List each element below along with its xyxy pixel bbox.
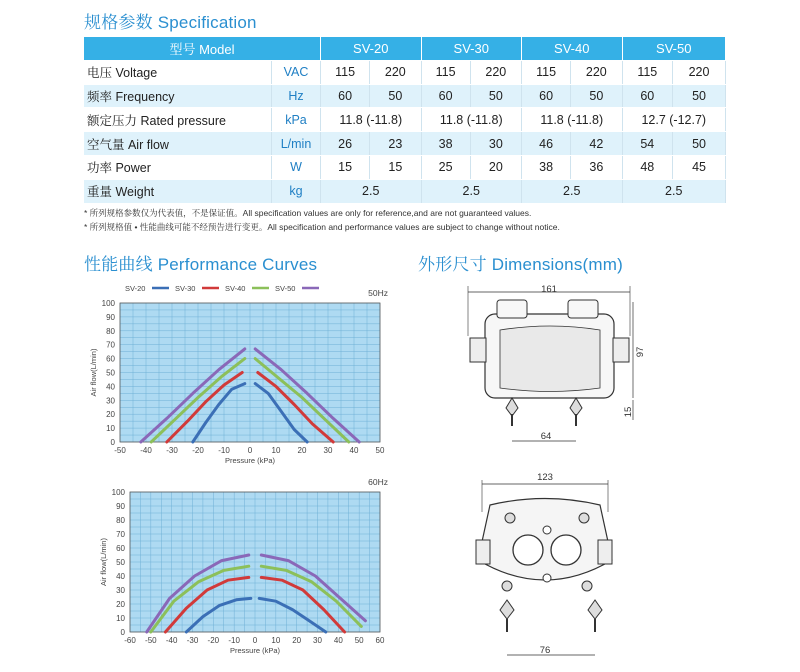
legend-label: SV-40 <box>225 284 246 293</box>
x-axis-label: Pressure (kPa) <box>224 456 276 465</box>
x-tick-label: -10 <box>218 446 230 455</box>
table-cell: 11.8 (-11.8) <box>421 108 522 132</box>
row-label: 额定压力 Rated pressure <box>84 108 272 132</box>
table-cell: 50 <box>673 132 726 156</box>
table-cell: 38 <box>522 155 571 179</box>
mount-bracket <box>598 540 612 564</box>
table-cell: 45 <box>673 155 726 179</box>
chart-hz-label: 60Hz <box>368 477 388 487</box>
model-header: SV-20 <box>321 37 422 60</box>
table-cell: 11.8 (-11.8) <box>522 108 623 132</box>
table-cell: 2.5 <box>522 179 623 203</box>
screw <box>543 574 551 582</box>
table-cell: 11.8 (-11.8) <box>321 108 422 132</box>
dim-side-height: 97 <box>635 346 646 358</box>
x-tick-label: 0 <box>247 446 253 455</box>
y-axis-label: Air flow(L/min) <box>89 348 98 397</box>
row-unit: L/min <box>272 132 321 156</box>
table-cell: 115 <box>522 60 571 84</box>
table-cell: 2.5 <box>421 179 522 203</box>
table-cell: 50 <box>673 84 726 108</box>
top-view-drawing <box>476 480 612 655</box>
screw <box>543 526 551 534</box>
rubber-foot <box>500 600 514 619</box>
bolt <box>505 513 515 523</box>
y-tick-label: 60 <box>106 354 115 364</box>
dim-title: 外形尺寸 Dimensions(mm) <box>418 255 623 274</box>
row-label: 重量 Weight <box>84 179 272 203</box>
y-tick-label: 80 <box>106 326 115 336</box>
y-tick-label: 20 <box>116 600 125 609</box>
table-cell: 115 <box>622 60 673 84</box>
table-cell: 115 <box>421 60 470 84</box>
legend-label: SV-20 <box>125 284 146 293</box>
row-label: 频率 Frequency <box>84 84 272 108</box>
table-cell: 38 <box>421 132 470 156</box>
x-tick-label: -40 <box>140 446 152 455</box>
table-cell: 2.5 <box>321 179 422 203</box>
x-tick-label: 60 <box>375 636 385 645</box>
table-cell: 23 <box>370 132 421 156</box>
table-cell: 25 <box>421 155 470 179</box>
row-unit: kPa <box>272 108 321 132</box>
bolt <box>579 513 589 523</box>
table-cell: 15 <box>370 155 421 179</box>
table-cell: 36 <box>571 155 622 179</box>
model-header: SV-50 <box>622 37 726 60</box>
x-tick-label: 40 <box>349 446 359 455</box>
table-cell: 220 <box>470 60 521 84</box>
table-cell: 46 <box>522 132 571 156</box>
x-axis-label: Pressure (kPa) <box>229 646 281 655</box>
mount-bracket <box>613 338 629 362</box>
x-tick-label: -30 <box>166 446 178 455</box>
bolt <box>582 581 592 591</box>
y-tick-label: 20 <box>106 410 115 420</box>
dim-side-width: 161 <box>541 284 557 295</box>
table-cell: 220 <box>673 60 726 84</box>
y-tick-label: 10 <box>106 424 115 434</box>
row-label: 功率 Power <box>84 155 272 179</box>
y-tick-label: 30 <box>106 396 115 406</box>
model-header: SV-40 <box>522 37 623 60</box>
pump-cover <box>500 326 600 392</box>
y-tick-label: 60 <box>116 544 125 553</box>
table-cell: 54 <box>622 132 673 156</box>
y-tick-label: 0 <box>110 438 115 447</box>
rubber-foot <box>506 398 518 416</box>
table-cell: 115 <box>321 60 370 84</box>
pump-plate <box>478 499 612 581</box>
model-header: SV-30 <box>421 37 522 60</box>
x-tick-label: 50 <box>375 446 385 455</box>
y-tick-label: 70 <box>106 340 115 350</box>
y-tick-label: 100 <box>111 488 125 497</box>
chart-hz-label: 50Hz <box>368 288 388 298</box>
legend-label: SV-30 <box>175 284 196 293</box>
table-cell: 2.5 <box>622 179 726 203</box>
x-tick-label: 30 <box>313 636 322 645</box>
table-cell: 60 <box>321 84 370 108</box>
rubber-foot <box>588 600 602 619</box>
table-cell: 50 <box>470 84 521 108</box>
y-tick-label: 90 <box>116 502 125 511</box>
bolt <box>502 581 512 591</box>
row-label: 空气量 Air flow <box>84 132 272 156</box>
note-2: * 所列规格值 • 性能曲线可能不经预告进行变更。All specification and performance values are subject to change without notice. <box>84 222 560 232</box>
table-cell: 48 <box>622 155 673 179</box>
y-axis-label: Air flow(L/min) <box>99 538 108 586</box>
pump-top-block <box>497 300 527 318</box>
table-cell: 50 <box>370 84 421 108</box>
table-cell: 220 <box>571 60 622 84</box>
table-cell: 42 <box>571 132 622 156</box>
legend-label: SV-50 <box>275 284 296 293</box>
table-cell: 20 <box>470 155 521 179</box>
port-circle <box>513 535 543 565</box>
table-cell: 220 <box>370 60 421 84</box>
y-tick-label: 50 <box>116 558 125 567</box>
row-unit: W <box>272 155 321 179</box>
x-tick-label: 10 <box>271 446 281 455</box>
x-tick-label: 20 <box>297 446 307 455</box>
y-tick-label: 80 <box>116 516 125 525</box>
table-header-model: 型号 Model <box>84 37 321 60</box>
note-1: * 所列规格参数仅为代表值，不是保证值。All specification values are only for reference,and are not guaranteed values. <box>84 208 532 218</box>
table-cell: 12.7 (-12.7) <box>622 108 726 132</box>
x-tick-label: -30 <box>186 636 199 645</box>
table-cell: 50 <box>571 84 622 108</box>
y-tick-label: 50 <box>106 368 115 378</box>
x-tick-label: -50 <box>114 446 126 455</box>
y-tick-label: 30 <box>116 586 125 595</box>
pump-top-block <box>568 300 598 318</box>
dim-top-width: 123 <box>537 472 553 483</box>
rubber-foot <box>570 398 582 416</box>
dim-side-foot: 15 <box>623 406 634 418</box>
mount-bracket <box>476 540 490 564</box>
row-unit: kg <box>272 179 321 203</box>
y-tick-label: 40 <box>116 572 125 581</box>
table-cell: 60 <box>622 84 673 108</box>
table-cell: 15 <box>321 155 370 179</box>
row-label: 电压 Voltage <box>84 60 272 84</box>
x-tick-label: -60 <box>124 636 136 645</box>
x-tick-label: 50 <box>354 636 364 645</box>
port-circle <box>551 535 581 565</box>
x-tick-label: 20 <box>292 636 302 645</box>
x-tick-label: 30 <box>323 446 333 455</box>
x-tick-label: -20 <box>192 446 204 455</box>
spec-title: 规格参数 Specification <box>84 13 257 32</box>
y-tick-label: 0 <box>120 628 125 637</box>
mount-bracket <box>470 338 486 362</box>
table-cell: 30 <box>470 132 521 156</box>
x-tick-label: 40 <box>333 636 343 645</box>
y-tick-label: 70 <box>116 530 125 539</box>
x-tick-label: 0 <box>252 636 258 645</box>
dim-top-mount: 76 <box>539 645 551 656</box>
y-tick-label: 10 <box>116 614 125 623</box>
row-unit: VAC <box>272 60 321 84</box>
x-tick-label: -40 <box>165 636 178 645</box>
y-tick-label: 100 <box>101 299 115 308</box>
table-cell: 60 <box>421 84 470 108</box>
dim-side-mount: 64 <box>540 431 552 442</box>
side-view-drawing <box>468 286 633 441</box>
x-tick-label: -50 <box>145 636 157 645</box>
y-tick-label: 40 <box>106 382 115 392</box>
x-tick-label: -10 <box>228 636 240 645</box>
row-unit: Hz <box>272 84 321 108</box>
table-cell: 26 <box>321 132 370 156</box>
x-tick-label: 10 <box>271 636 281 645</box>
perf-title: 性能曲线 Performance Curves <box>84 255 318 274</box>
table-cell: 60 <box>522 84 571 108</box>
y-tick-label: 90 <box>106 312 115 322</box>
x-tick-label: -20 <box>207 636 220 645</box>
